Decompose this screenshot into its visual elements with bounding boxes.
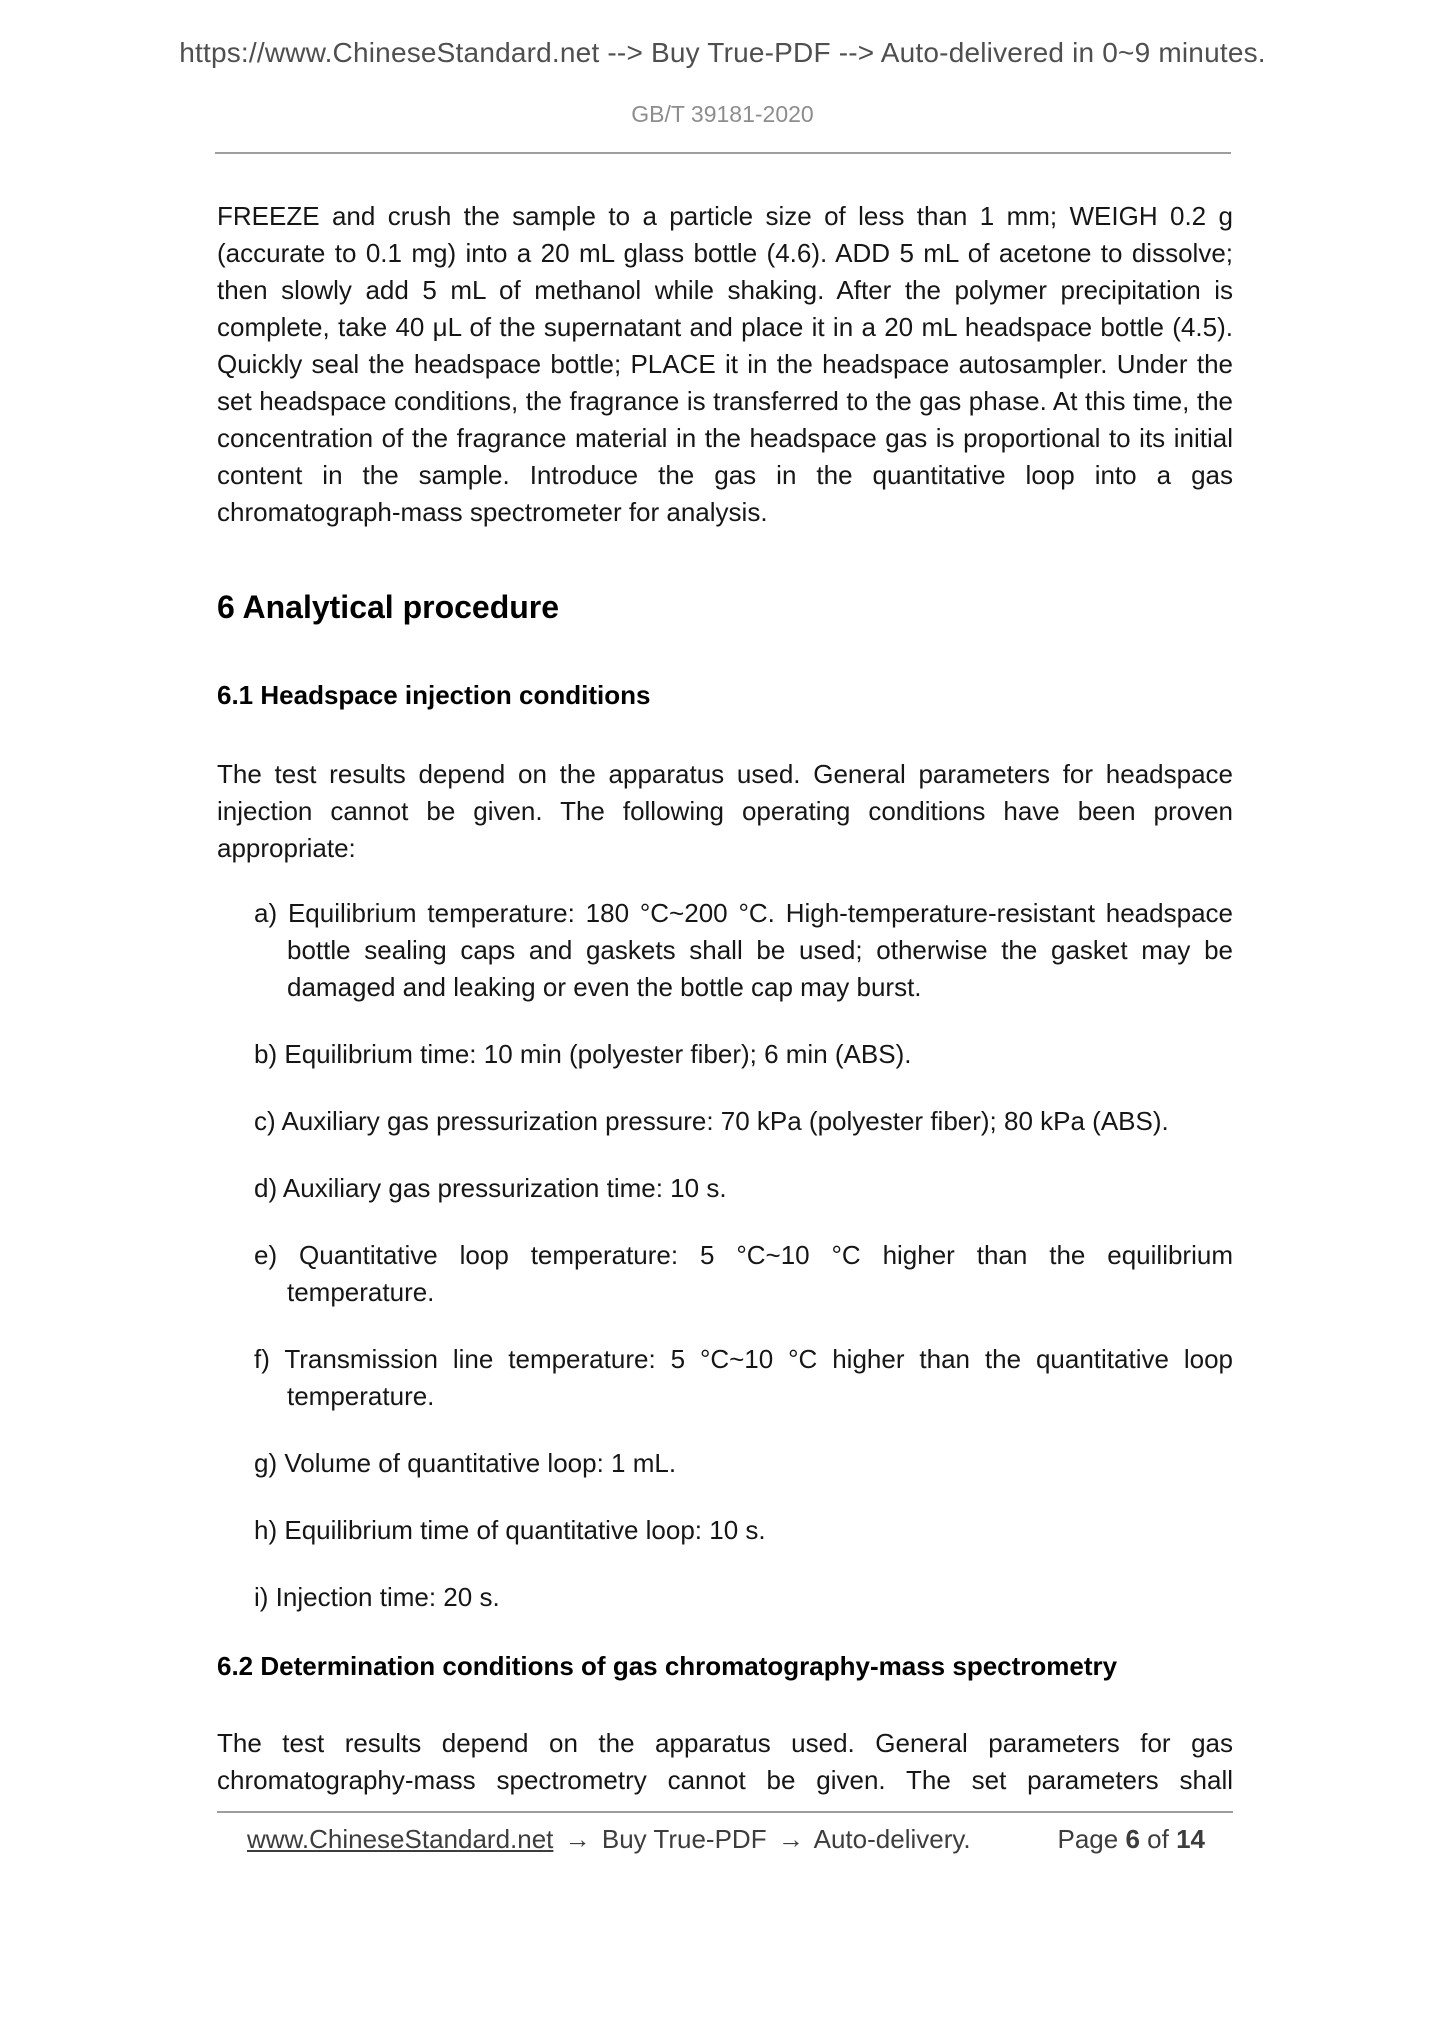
- paragraph-headspace-intro: The test results depend on the apparatus used. General parameters for headspace injection cannot be given. The following operating conditions have been proven appropriate:: [217, 759, 1233, 863]
- condition-label: h): [254, 1515, 278, 1545]
- condition-item-g: [254, 1445, 1233, 1482]
- condition-label: i): [254, 1582, 269, 1612]
- section-6-1-heading: 6.1 Headspace injection conditions: [217, 680, 651, 710]
- condition-label: f): [254, 1344, 270, 1374]
- footer-delivery-label: Auto-delivery.: [813, 1824, 971, 1854]
- footer-site-link[interactable]: www.ChineseStandard.net: [247, 1824, 554, 1854]
- condition-item-a: [254, 895, 1233, 1006]
- condition-text: Equilibrium temperature: 180 °C~200 °C. High-temperature-resistant headspace bottle sealing caps and gaskets shall be used; otherwise the gasket may be damaged and leaking or even the bottle cap may burst.: [287, 898, 1233, 1002]
- condition-item-h: [254, 1512, 1233, 1549]
- condition-text: Quantitative loop temperature: 5 °C~10 °C higher than the equilibrium temperature.: [287, 1240, 1233, 1307]
- condition-label: b): [254, 1039, 278, 1069]
- page-label: Page: [1057, 1824, 1119, 1854]
- condition-text: Auxiliary gas pressurization time: 10 s.: [282, 1173, 727, 1203]
- of-label: of: [1147, 1824, 1169, 1854]
- footer-divider: [217, 1811, 1233, 1813]
- document-number: GB/T 39181-2020: [631, 101, 814, 127]
- page-total: 14: [1176, 1824, 1205, 1854]
- page-current: 6: [1125, 1824, 1140, 1854]
- footer-left: [247, 1821, 971, 1858]
- condition-text: Auxiliary gas pressurization pressure: 70 kPa (polyester fiber); 80 kPa (ABS).: [281, 1106, 1169, 1136]
- page-footer: [217, 1821, 1233, 1858]
- condition-item-i: [254, 1579, 1233, 1616]
- condition-text: Equilibrium time: 10 min (polyester fiber); 6 min (ABS).: [284, 1039, 912, 1069]
- section-6-heading: 6 Analytical procedure: [217, 589, 560, 625]
- condition-label: d): [254, 1173, 278, 1203]
- condition-text: Volume of quantitative loop: 1 mL.: [284, 1448, 677, 1478]
- condition-item-d: [254, 1170, 1233, 1207]
- condition-label: g): [254, 1448, 278, 1478]
- condition-text: Transmission line temperature: 5 °C~10 °C higher than the quantitative loop temperature.: [284, 1344, 1234, 1411]
- condition-label: c): [254, 1106, 276, 1136]
- header-divider: [215, 152, 1231, 154]
- condition-item-e: [254, 1237, 1233, 1311]
- right-arrow-icon: →: [777, 1824, 804, 1854]
- condition-item-f: [254, 1341, 1233, 1415]
- right-arrow-icon: →: [564, 1824, 591, 1854]
- paragraph-sample-preparation: FREEZE and crush the sample to a particle size of less than 1 mm; WEIGH 0.2 g (accurate to 0.1 mg) into a 20 mL glass bottle (4.6). ADD 5 mL of acetone to dissolve; then slowly add 5 mL of methanol while shaking. After the polymer precipitation is complete, take 40 μL of the supernatant and place it in a 20 mL headspace bottle (4.5). Quickly seal the headspace bottle; PLACE it in the headspace autosampler. Under the set headspace conditions, the fragrance is transferred to the gas phase. At this time, the concentration of the fragrance material in the headspace gas is proportional to its initial content in the sample. Introduce the gas in the quantitative loop into a gas chromatograph-mass spectrometer for analysis.: [217, 201, 1233, 527]
- condition-item-c: [254, 1103, 1233, 1140]
- page-content: [217, 198, 1233, 1858]
- condition-label: e): [254, 1240, 278, 1270]
- paragraph-gcms-intro: The test results depend on the apparatus used. General parameters for gas chromatography-mass spectrometry cannot be given. The set parameters shall: [217, 1728, 1233, 1795]
- condition-label: a): [254, 898, 278, 928]
- header-url-line: https://www.ChineseStandard.net --> Buy True-PDF --> Auto-delivered in 0~9 minutes.: [179, 37, 1266, 68]
- condition-text: Injection time: 20 s.: [275, 1582, 500, 1612]
- footer-buy-label: Buy True-PDF: [601, 1824, 767, 1854]
- condition-item-b: [254, 1036, 1233, 1073]
- section-6-2-heading: 6.2 Determination conditions of gas chromatography-mass spectrometry: [217, 1651, 1118, 1681]
- page-indicator: [1057, 1821, 1205, 1858]
- condition-text: Equilibrium time of quantitative loop: 10 s.: [284, 1515, 766, 1545]
